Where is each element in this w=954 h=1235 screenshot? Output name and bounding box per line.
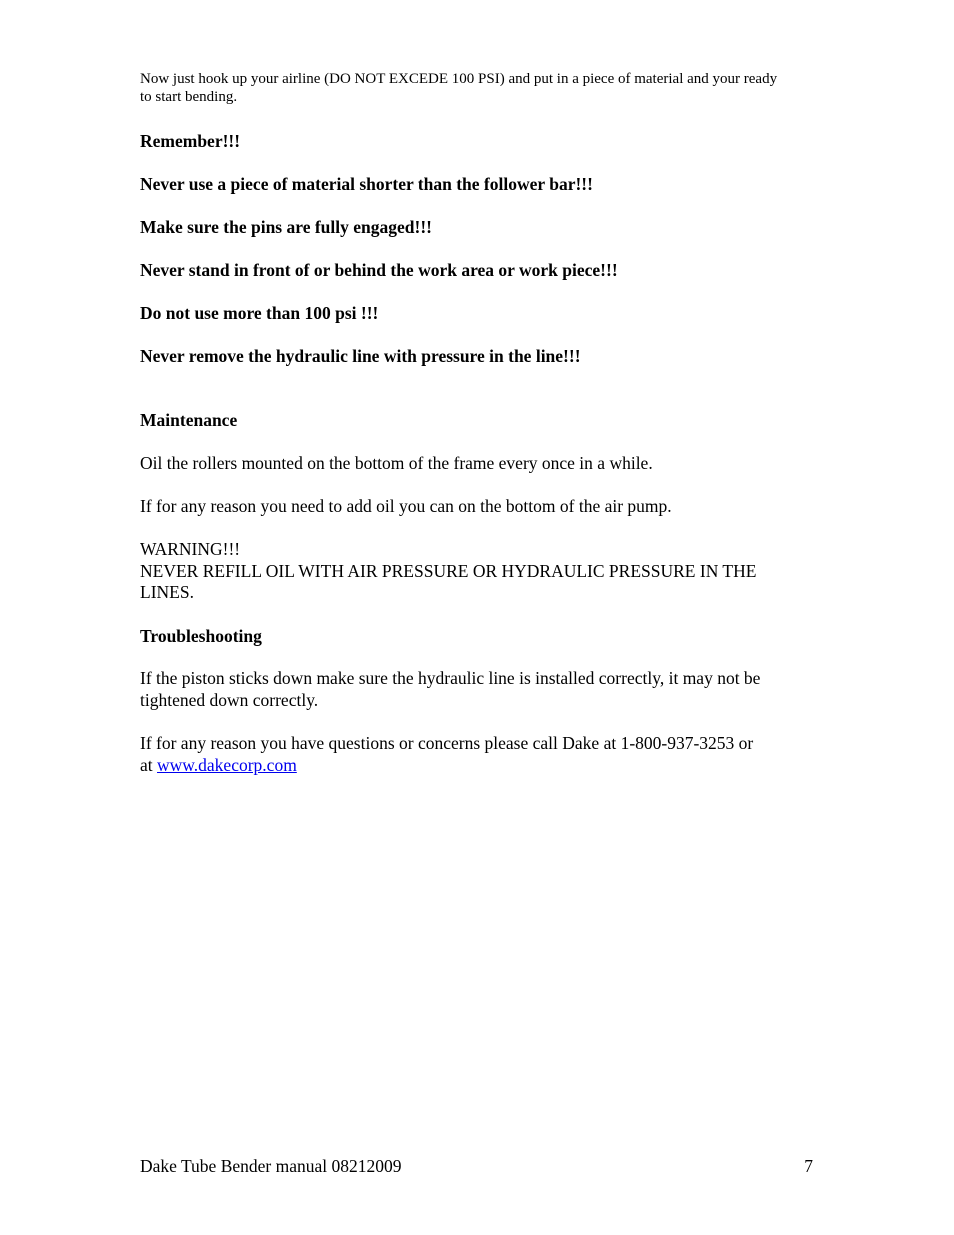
remember-item-material-length: Never use a piece of material shorter than the follower bar!!!: [140, 174, 593, 194]
contact-line-2: [140, 755, 812, 777]
contact-paragraph: [140, 733, 812, 776]
piston-line-2: tightened down correctly.: [140, 689, 319, 710]
dakecorp-website-link[interactable]: www.dakecorp.com: [157, 754, 297, 775]
maintenance-heading: Maintenance: [140, 410, 238, 430]
footer-page-number: 7: [804, 1156, 813, 1176]
maintenance-warning: [140, 539, 812, 604]
contact-line-1: If for any reason you have questions or concerns please call Dake at 1-800-937-3253 or: [140, 733, 754, 753]
remember-item-stand-clear: Never stand in front of or behind the work area or work piece!!!: [140, 260, 618, 280]
remember-item-max-psi: Do not use more than 100 psi !!!: [140, 303, 379, 323]
warning-line-2: LINES.: [140, 582, 194, 602]
footer-document-title: Dake Tube Bender manual 08212009: [140, 1156, 402, 1176]
remember-item-pins-engaged: Make sure the pins are fully engaged!!!: [140, 217, 432, 237]
troubleshooting-heading: Troubleshooting: [140, 626, 262, 646]
intro-line-2: to start bending.: [140, 89, 238, 105]
intro-paragraph: [140, 70, 812, 106]
remember-item-hydraulic-line: Never remove the hydraulic line with pressure in the line!!!: [140, 346, 581, 366]
piston-line-1: If the piston sticks down make sure the hydraulic line is installed correctly, it may not be: [140, 668, 761, 688]
maintenance-oil-paragraph: If for any reason you need to add oil you can on the bottom of the air pump.: [140, 496, 672, 516]
maintenance-rollers-paragraph: Oil the rollers mounted on the bottom of the frame every once in a while.: [140, 453, 653, 473]
contact-prefix: at: [140, 754, 158, 775]
warning-label: WARNING!!!: [140, 539, 241, 559]
intro-line-1: Now just hook up your airline (DO NOT EXCEDE 100 PSI) and put in a piece of material and your ready: [140, 71, 778, 87]
troubleshooting-piston-paragraph: [140, 668, 812, 711]
warning-line-1: NEVER REFILL OIL WITH AIR PRESSURE OR HYDRAULIC PRESSURE IN THE: [140, 560, 757, 581]
remember-heading: Remember!!!: [140, 131, 241, 151]
